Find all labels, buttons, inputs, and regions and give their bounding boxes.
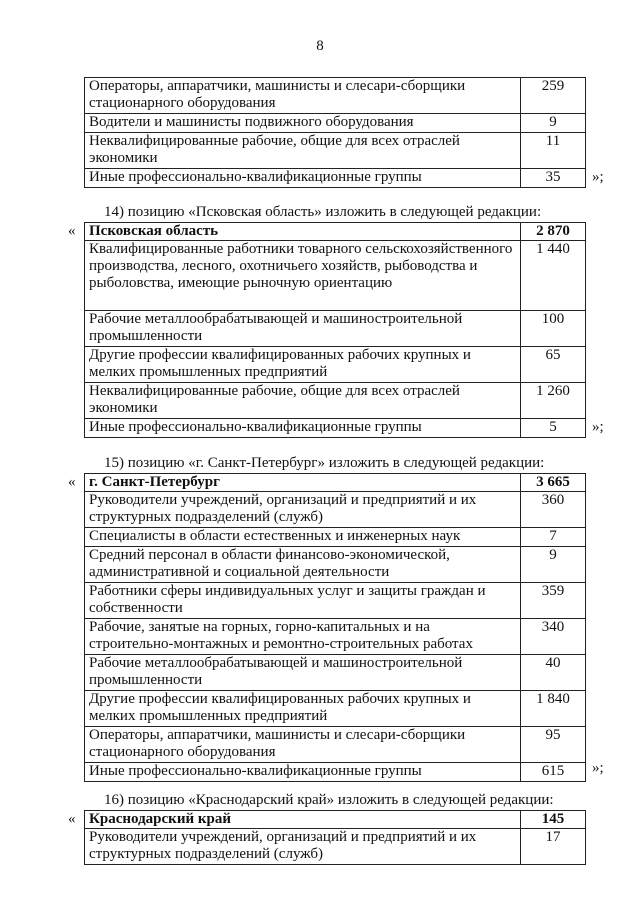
row-label: Операторы, аппаратчики, машинисты и слесари-сборщики стационарного оборудования: [85, 78, 521, 114]
row-value: 40: [521, 655, 586, 691]
section-intro: 16) позицию «Краснодарский край» изложить в следующей редакции:: [104, 792, 554, 808]
row-value: 615: [521, 763, 586, 782]
section-intro: 14) позицию «Псковская область» изложить в следующей редакции:: [104, 204, 542, 220]
row-value: 359: [521, 583, 586, 619]
row-value: 9: [521, 547, 586, 583]
row-label: Рабочие металлообрабатывающей и машиностроительной промышленности: [85, 311, 521, 347]
page-number: 8: [316, 38, 324, 54]
row-value: 100: [521, 311, 586, 347]
row-value: 340: [521, 619, 586, 655]
row-label: Средний персонал в области финансово-экономической, административной и социальной деятельности: [85, 547, 521, 583]
row-value: 1 840: [521, 691, 586, 727]
row-label: Другие профессии квалифицированных рабочих крупных и мелких промышленных предприятий: [85, 691, 521, 727]
row-value: 35: [521, 169, 586, 188]
row-label: Руководители учреждений, организаций и предприятий и их структурных подразделений (служб): [85, 492, 521, 528]
table-row: [85, 727, 586, 763]
table-row: [85, 655, 586, 691]
row-label: Иные профессионально-квалификационные группы: [85, 169, 521, 188]
region-total: 3 665: [521, 474, 586, 492]
region-name: г. Санкт-Петербург: [85, 474, 521, 492]
table-header-row: [85, 474, 586, 492]
table-row: [85, 383, 586, 419]
table-row: [85, 241, 586, 311]
row-label: Рабочие металлообрабатывающей и машиностроительной промышленности: [85, 655, 521, 691]
section-intro: 15) позицию «г. Санкт-Петербург» изложить в следующей редакции:: [104, 455, 545, 471]
row-value: 1 440: [521, 241, 586, 311]
table-row: [85, 133, 586, 169]
table-spb: [84, 473, 586, 782]
table-continuation: [84, 77, 586, 188]
closing-mark: »;: [592, 760, 604, 776]
table-row: [85, 619, 586, 655]
table-row: [85, 691, 586, 727]
row-value: 95: [521, 727, 586, 763]
row-label: Руководители учреждений, организаций и предприятий и их структурных подразделений (служб): [85, 829, 521, 865]
row-value: 65: [521, 347, 586, 383]
region-total: 2 870: [521, 223, 586, 241]
region-total: 145: [521, 811, 586, 829]
table-header-row: [85, 811, 586, 829]
table-row: [85, 492, 586, 528]
row-label: Неквалифицированные рабочие, общие для всех отраслей экономики: [85, 383, 521, 419]
table-row: [85, 829, 586, 865]
row-label: Другие профессии квалифицированных рабочих крупных и мелких промышленных предприятий: [85, 347, 521, 383]
row-label: Водители и машинисты подвижного оборудования: [85, 114, 521, 133]
table-row: [85, 347, 586, 383]
row-label: Специалисты в области естественных и инженерных наук: [85, 528, 521, 547]
row-label: Работники сферы индивидуальных услуг и защиты граждан и собственности: [85, 583, 521, 619]
row-value: 1 260: [521, 383, 586, 419]
row-value: 11: [521, 133, 586, 169]
table-row: [85, 419, 586, 438]
table-row: [85, 763, 586, 782]
closing-mark: »;: [592, 419, 604, 435]
table-row: [85, 528, 586, 547]
opening-quote: «: [68, 223, 76, 239]
table-row: [85, 583, 586, 619]
row-label: Операторы, аппаратчики, машинисты и слесари-сборщики стационарного оборудования: [85, 727, 521, 763]
row-label: Иные профессионально-квалификационные группы: [85, 419, 521, 438]
row-label: Квалифицированные работники товарного сельскохозяйственного производства, лесного, охотничьего хозяйств, рыбоводства и рыболовства, имеющие рыночную ориентацию: [85, 241, 521, 311]
table-header-row: [85, 223, 586, 241]
region-name: Псковская область: [85, 223, 521, 241]
row-label: Неквалифицированные рабочие, общие для всех отраслей экономики: [85, 133, 521, 169]
table-krasnodar: [84, 810, 586, 865]
table-pskov: [84, 222, 586, 438]
opening-quote: «: [68, 811, 76, 827]
row-label: Рабочие, занятые на горных, горно-капитальных и на строительно-монтажных и ремонтно-строительных работах: [85, 619, 521, 655]
row-label: Иные профессионально-квалификационные группы: [85, 763, 521, 782]
table-row: [85, 169, 586, 188]
row-value: 17: [521, 829, 586, 865]
row-value: 5: [521, 419, 586, 438]
closing-mark: »;: [592, 169, 604, 185]
table-row: [85, 114, 586, 133]
table-row: [85, 311, 586, 347]
row-value: 360: [521, 492, 586, 528]
table-row: [85, 78, 586, 114]
row-value: 259: [521, 78, 586, 114]
row-value: 9: [521, 114, 586, 133]
region-name: Краснодарский край: [85, 811, 521, 829]
table-row: [85, 547, 586, 583]
row-value: 7: [521, 528, 586, 547]
opening-quote: «: [68, 474, 76, 490]
